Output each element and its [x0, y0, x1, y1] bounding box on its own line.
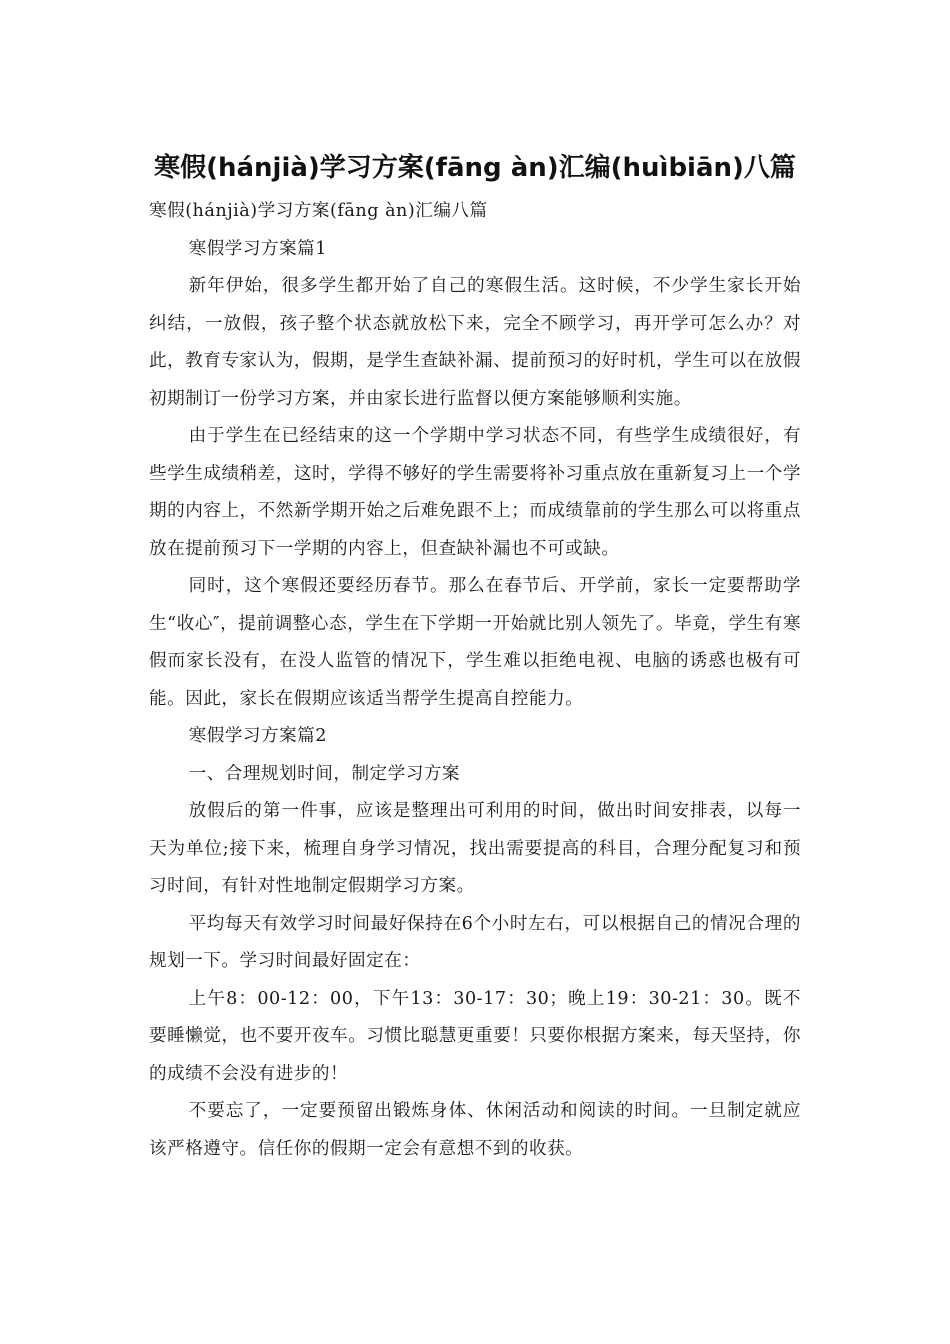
document-body — [149, 193, 801, 1168]
paragraph: 不要忘了，一定要预留出锻炼身体、休闲活动和阅读的时间。一旦制定就应该严格遵守。信任你的假期一定会有意想不到的收获。 — [149, 1101, 801, 1159]
paragraph: 上午8：00-12：00，下午13：30-17：30；晚上19：30-21：30。既不要睡懒觉，也不要开夜车。习惯比聪慧更重要！只要你根据方案来，每天坚持，你的成绩不会没有进步的！ — [149, 988, 801, 1084]
paragraph: 放假后的第一件事，应该是整理出可利用的时间，做出时间安排表，以每一天为单位;接下来，梳理自身学习情况，找出需要提高的科目，合理分配复习和预习时间，有针对性地制定假期学习方案。 — [149, 801, 801, 896]
document-title: 寒假(hánjià)学习方案(fāng àn)汇编(huìbiān)八篇 — [154, 153, 796, 183]
section-1-heading: 寒假学习方案篇1 — [188, 238, 327, 259]
paragraph: 同时，这个寒假还要经历春节。那么在春节后、开学前，家长一定要帮助学生“收心″，提前调整心态，学生在下学期一开始就比别人领先了。毕竟，学生有寒假而家长没有，在没人监管的情况下，学生难以拒绝电视、电脑的诱惑也极有可能。因此，家长在假期应该适当帮学生提高自控能力。 — [149, 576, 801, 709]
section-2-subheading: 一、合理规划时间，制定学习方案 — [188, 763, 461, 784]
document-subtitle: 寒假(hánjià)学习方案(fāng àn)汇编八篇 — [149, 201, 488, 221]
paragraph: 平均每天有效学习时间最好保持在6个小时左右，可以根据自己的情况合理的规划一下。学习时间最好固定在： — [149, 913, 801, 971]
section-2-heading: 寒假学习方案篇2 — [188, 726, 327, 746]
paragraph: 新年伊始，很多学生都开始了自己的寒假生活。这时候，不少学生家长开始纠结，一放假，孩子整个状态就放松下来，完全不顾学习，再开学可怎么办？对此，教育专家认为，假期，是学生查缺补漏、提前预习的好时机，学生可以在放假初期制订一份学习方案，并由家长进行监督以便方案能够顺利实施。 — [149, 276, 801, 409]
paragraph: 由于学生在已经结束的这一个学期中学习状态不同，有些学生成绩很好，有些学生成绩稍差，这时，学得不够好的学生需要将补习重点放在重新复习上一个学期的内容上，不然新学期开始之后难免跟不上；而成绩靠前的学生那么可以将重点放在提前预习下一学期的内容上，但查缺补漏也不可或缺。 — [149, 426, 801, 559]
